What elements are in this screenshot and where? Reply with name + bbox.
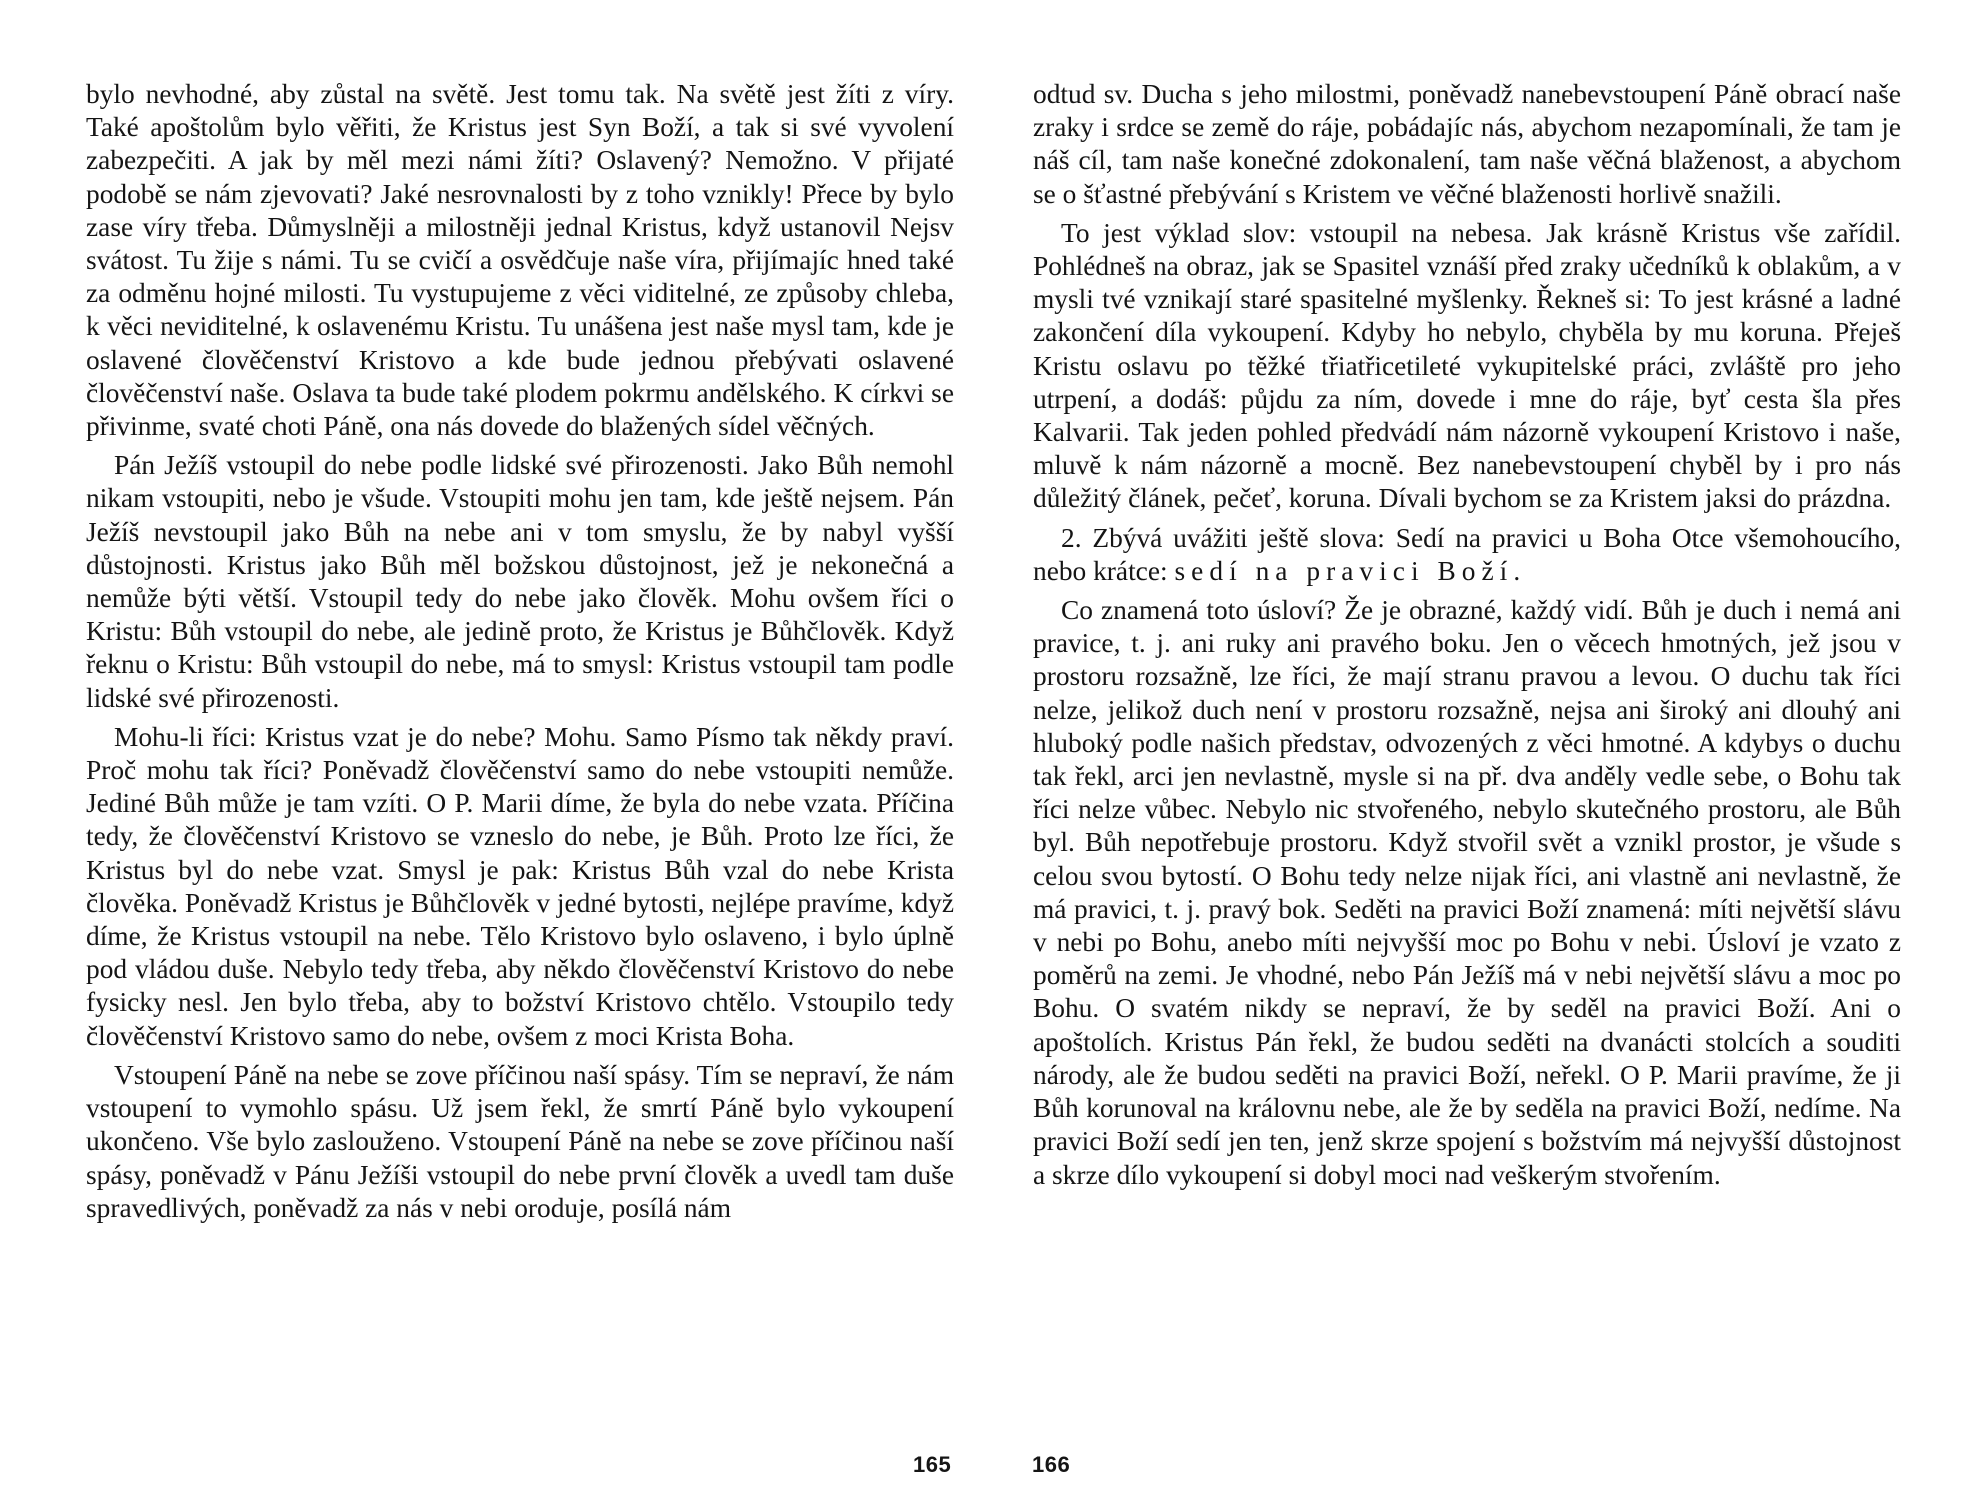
section-two-phrase: sedí na pravici Boží. [1174,555,1527,586]
right-page-text [1033,78,1901,1198]
section-two-intro: 2. Zbývá uvážiti ještě slova: Sedí na pravici u Boha Otce všemohoucího, nebo krátce: [1033,522,1901,586]
right-paragraph-3: Co znamená toto úsloví? Že je obrazné, každý vidí. Bůh je duch i nemá ani pravice, t. j. ani ruky ani pravého boku. Jen o věcech hmotných, jež jsou v prostoru rozsažně, lze říci, že mají stranu pravou a levou. O duchu tak říci nelze, jelikož duch není v prostoru rozsažně, nejsa ani široký ani dlouhý ani hluboký podle našich představ, odvozených z věci hmotné. A kdybys o duchu tak řekl, arci jen nevlastně, mysle si na př. dva anděly vedle sebe, o Bohu tak říci nelze vůbec. Nebylo nic stvořeného, nebylo skutečného prostoru, ale Bůh byl. Bůh nepotřebuje prostoru. Když stvořil svět a vznikl prostor, je všude s celou svou bytostí. O Bohu tedy nelze nijak říci, ani vlastně ani nevlastně, že má pravici, t. j. pravý bok. Seděti na pravici Boží znamená: míti největší slávu v nebi po Bohu, anebo míti nejvyšší moc po Bohu v nebi. Úsloví je vzato z poměrů na zemi. Je vhodné, nebo Pán Ježíš má v nebi největší slávu a moc po Bohu. O svatém nikdy se nepraví, že by seděl na pravici Boží. Ani o apoštolích. Kristus Pán řekl, že budou seděti na dvanácti stolcích a souditi národy, ale že budou seděti na pravici Boží, neřekl. O P. Marii pravíme, že ji Bůh korunoval na královnu nebe, ale že by seděla na pravici Boží, nedíme. Na pravici Boží sedí jen ten, jenž skrze spojení s božstvím má nejvyšší důstojnost a skrze dílo vykoupení si dobyl moci nad veškerým stvořením. [1033,595,1901,1190]
right-paragraph-2: To jest výklad slov: vstoupil na nebesa. Jak krásně Kristus vše zařídil. Pohlédneš na obraz, jak se Spasitel vznáší před zraky učedníků k oblakům, a v mysli tvé vznikají staré spasitelné myšlenky. Řekneš si: To jest krásné a ladné zakončení díla vykoupení. Kdyby ho nebylo, chyběla by mu koruna. Přeješ Kristu oslavu po těžké třiatřicetileté vykupitelské práci, zvláště pro jeho utrpení, a dodáš: půjdu za ním, dovede i mne do ráje, byť cesta šla přes Kalvarii. Tak jeden pohled předvádí nám názorně vykoupení Kristovo i naše, mluvě k nám názorně a mocně. Bez nanebevstoupení chyběl by i pro nás důležitý článek, pečeť, koruna. Dívali bychom se za Kristem jaksi do prázdna. [1033,217,1901,514]
right-paragraph-1: odtud sv. Ducha s jeho milostmi, poněvadž nanebevstoupení Páně obrací naše zraky i srdce se země do ráje, pobádajíc nás, abychom nezapomínali, že tam je náš cíl, tam naše konečné zdokonalení, tam naše věčná blaženost, a abychom se o šťastné přebývání s Kristem ve věčné blaženosti horlivě snažili. [1033,79,1901,209]
left-page-text [86,78,954,1231]
right-paragraph-section-two [1033,522,1901,588]
left-paragraph-4: Vstoupení Páně na nebe se zove příčinou naší spásy. Tím se nepraví, že nám vstoupení to vymohlo spásu. Už jsem řekl, že smrtí Páně bylo vykoupení ukončeno. Vše bylo zaslouženo. Vstoupení Páně na nebe se zove příčinou naší spásy, poněvadž v Pánu Ježíši vstoupil do nebe první člověk a uvedl tam duše spravedlivých, poněvadž za nás v nebi oroduje, posílá nám [86,1059,954,1223]
left-page-number: 165 [913,1452,952,1477]
left-paragraph-1: bylo nevhodné, aby zůstal na světě. Jest tomu tak. Na světě jest žíti z víry. Také apoštolům bylo věřiti, že Kristus jest Syn Boží, a tak si své vyvolení zabezpečiti. A jak by měl mezi námi žíti? Oslavený? Nemožno. V přijaté podobě se nám zjevovati? Jaké nesrovnalosti by z toho vznikly! Přece by bylo zase víry třeba. Důmyslněji a milostněji jednal Kristus, když ustanovil Nejsv svátost. Tu žije s námi. Tu se cvičí a osvědčuje naše víra, přijímajíc hned také za odměnu hojné milosti. Tu vystupujeme z věci viditelné, ze způsoby chleba, k věci neviditelné, k oslavenému Kristu. Tu unášena jest naše mysl tam, kde je oslavené člověčenství Kristovo a kde bude jednou přebývati oslavené člověčenství naše. Oslava ta bude také plodem pokrmu andělského. K církvi se přivinme, svaté choti Páně, ona nás dovede do blažených sídel věčných. [86,79,954,442]
left-paragraph-2: Pán Ježíš vstoupil do nebe podle lidské své přirozenosti. Jako Bůh nemohl nikam vstoupiti, nebo je všude. Vstoupiti mohu jen tam, kde ještě nejsem. Pán Ježíš nevstoupil jako Bůh na nebe ani v tom smyslu, že by nabyl vyšší důstojnosti. Kristus jako Bůh měl božskou důstojnost, jež je nekonečná a nemůže býti větší. Vstoupil tedy do nebe jako člověk. Mohu ovšem říci o Kristu: Bůh vstoupil do nebe, ale jedině proto, že Kristus je Bůhčlověk. Když řeknu o Kristu: Bůh vstoupil do nebe, má to smysl: Kristus vstoupil tam podle lidské své přirozenosti. [86,450,954,713]
left-paragraph-3: Mohu-li říci: Kristus vzat je do nebe? Mohu. Samo Písmo tak někdy praví. Proč mohu tak říci? Poněvadž člověčenství samo do nebe vstoupiti nemůže. Jediné Bůh může je tam vzíti. O P. Marii díme, že byla do nebe vzata. Příčina tedy, že člověčenství Kristovo se vzneslo do nebe, je Bůh. Proto lze říci, že Kristus byl do nebe vzat. Smysl je pak: Kristus Bůh vzal do nebe Krista člověka. Poněvadž Kristus je Bůhčlověk v jedné bytosti, nejlépe pravíme, když díme, že Kristus vstoupil na nebe. Tělo Kristovo bylo oslaveno, i bylo úplně pod vládou duše. Nebylo tedy třeba, aby někdo člověčenství Kristovo do nebe fysicky nesl. Jen bylo třeba, aby to božství Kristovo chtělo. Vstoupilo tedy člověčenství Kristovo samo do nebe, ovšem z moci Krista Boha. [86,721,954,1051]
right-page-number: 166 [1032,1452,1071,1477]
